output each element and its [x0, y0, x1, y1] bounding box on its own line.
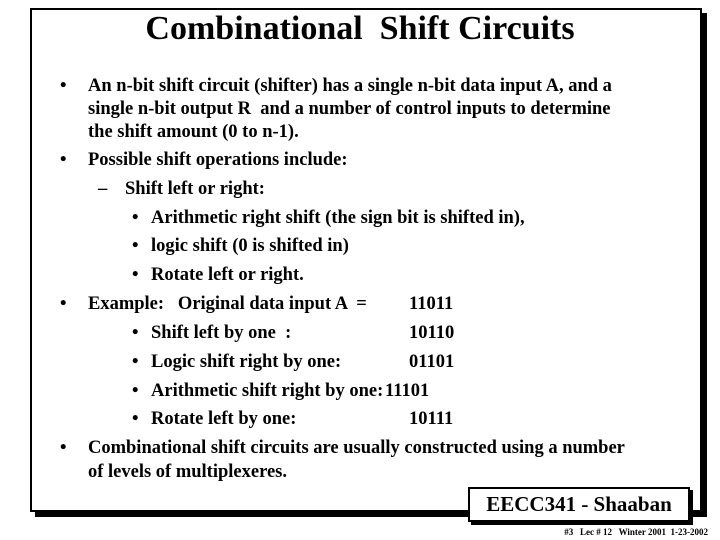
bullet-mark: • — [132, 208, 139, 228]
slide-title: Combinational Shift Circuits — [145, 10, 575, 47]
shift-type-3: Rotate left or right. — [151, 265, 304, 285]
bullet-4-line-2: of levels of multiplexeres. — [88, 462, 288, 482]
shift-type-1: Arithmetic right shift (the sign bit is shifted in), — [151, 208, 525, 228]
bullet-4-line-1: Combinational shift circuits are usually constructed using a number — [88, 438, 625, 458]
example-label: Arithmetic shift right by one: — [151, 381, 384, 401]
bullet-mark: • — [132, 381, 139, 401]
bullet-mark: • — [132, 352, 139, 372]
example-value: 11101 — [385, 381, 430, 401]
bullet-1-line-2: single n-bit output R and a number of control inputs to determine — [88, 99, 611, 119]
course-badge: EECC341 - Shaaban — [468, 487, 690, 522]
bullet-mark: • — [60, 294, 67, 314]
bullet-1-line-3: the shift amount (0 to n-1). — [88, 122, 299, 142]
bullet-mark: • — [132, 265, 139, 285]
example-label: Logic shift right by one: — [151, 352, 342, 372]
example-value: 10111 — [409, 409, 454, 429]
bullet-1-line-1: An n-bit shift circuit (shifter) has a single n-bit data input A, and a — [88, 76, 612, 96]
bullet-2-text: Possible shift operations include: — [88, 150, 348, 170]
slide-footer: #3 Lec # 12 Winter 2001 1-23-2002 — [564, 527, 708, 537]
bullet-mark: • — [132, 409, 139, 429]
example-heading: Example: Original data input A = — [88, 294, 367, 314]
bullet-mark: • — [60, 438, 67, 458]
bullet-mark: • — [60, 150, 67, 170]
bullet-2-sub: Shift left or right: — [125, 179, 265, 199]
example-label: Shift left by one : — [151, 323, 292, 343]
bullet-mark: • — [132, 236, 139, 256]
dash-mark: – — [98, 179, 108, 199]
example-label: Rotate left by one: — [151, 409, 297, 429]
example-value: 01101 — [409, 352, 455, 372]
shift-type-2: logic shift (0 is shifted in) — [151, 236, 349, 256]
bullet-mark: • — [60, 76, 67, 96]
bullet-mark: • — [132, 323, 139, 343]
example-input-value: 11011 — [409, 294, 454, 314]
example-value: 10110 — [409, 323, 455, 343]
